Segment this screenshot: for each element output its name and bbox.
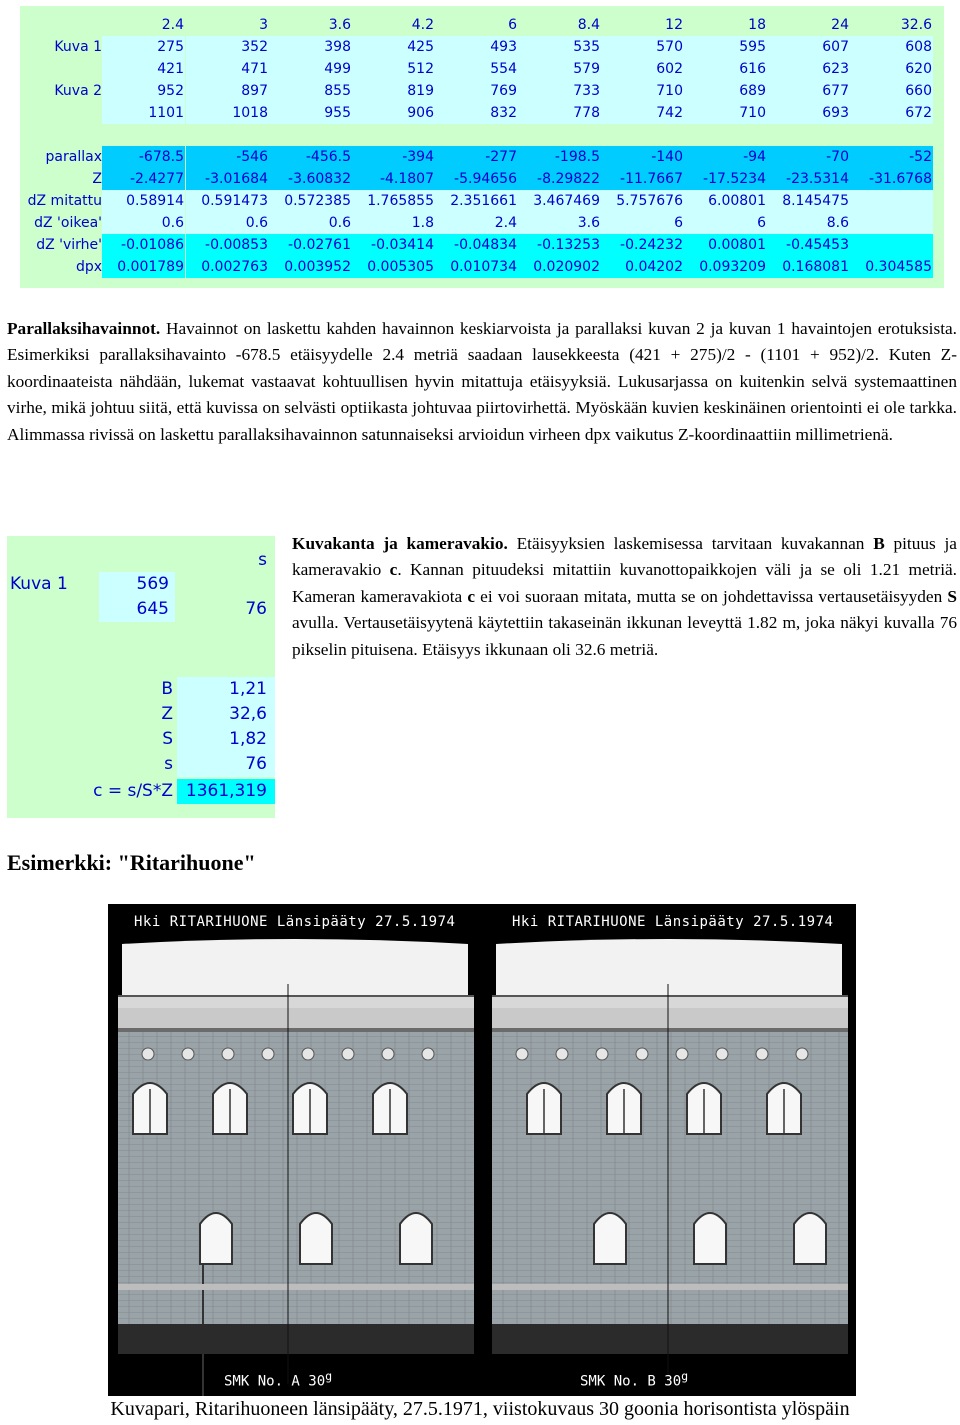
sheet1-cell: 4.2 [352, 14, 435, 36]
sheet1-cell: 616 [684, 58, 767, 80]
sheet1-cell [850, 234, 933, 256]
sheet1-cell: -70 [767, 146, 850, 168]
sheet1-cell: 5.757676 [601, 190, 684, 212]
sheet1-cell: 0.04202 [601, 256, 684, 278]
sheet1-cell: -17.5234 [684, 168, 767, 190]
sheet1-cell: -11.7667 [601, 168, 684, 190]
sheet1-cell: 12 [601, 14, 684, 36]
sheet1-cell: 672 [850, 102, 933, 124]
sheet1-row-label: dZ 'oikea' [34, 215, 102, 231]
sheet2-kuva1-label: Kuva 1 [10, 574, 68, 594]
sheet1-cell: 677 [767, 80, 850, 102]
sheet2-param-label: S [162, 729, 173, 749]
sheet1-cell: -394 [352, 146, 435, 168]
sheet2-param-value: 1361,319 [177, 779, 275, 804]
sheet1-cell: 471 [186, 58, 269, 80]
sheet1-cell: 398 [269, 36, 352, 58]
camera-constant-spreadsheet [7, 536, 275, 818]
building-facade-right-image [482, 904, 856, 1396]
camera-paragraph [292, 531, 957, 663]
sheet1-cell: -277 [435, 146, 518, 168]
sheet1-cell [850, 212, 933, 234]
camera-text-1: Etäisyyksien laskemisessa tarvitaan kuvakannan [507, 534, 874, 553]
sheet1-row-label: dZ 'virhe' [36, 237, 102, 253]
sheet1-cell: 2.351661 [435, 190, 518, 212]
sheet2-param-label: B [161, 679, 173, 699]
sheet2-row2-value1: 645 [99, 597, 175, 622]
sheet1-cell: 607 [767, 36, 850, 58]
parallax-spreadsheet [20, 6, 944, 288]
sheet1-cell: 570 [601, 36, 684, 58]
stereo-photo-pair [108, 904, 856, 1396]
sheet1-cell: -8.29822 [518, 168, 601, 190]
sheet1-cell: 3 [186, 14, 269, 36]
sheet1-row [20, 36, 944, 58]
sheet1-row-label: Kuva 1 [54, 39, 102, 55]
sheet2-param-row [7, 752, 275, 777]
sheet2-param-label: s [164, 754, 173, 774]
sheet1-cell: 778 [518, 102, 601, 124]
sheet1-cell: 554 [435, 58, 518, 80]
sheet2-param-value: 76 [177, 752, 275, 777]
sheet1-cell: -23.5314 [767, 168, 850, 190]
sheet1-row-label: Kuva 2 [54, 83, 102, 99]
sheet1-cell: 623 [767, 58, 850, 80]
sheet2-row2 [7, 597, 275, 622]
sheet1-cell: 6.00801 [684, 190, 767, 212]
sheet1-cell: 689 [684, 80, 767, 102]
photo-left-foot-text: SMK No. A 30 [224, 1374, 326, 1390]
photo-left-foot [224, 1369, 332, 1390]
sheet1-cell: 2.4 [435, 212, 518, 234]
sheet1-cell: 8.145475 [767, 190, 850, 212]
sheet1-cell: 1018 [186, 102, 269, 124]
sheet1-cell: 0.020902 [518, 256, 601, 278]
photo-left-frame [108, 904, 482, 1396]
sheet2-kuva1-row [7, 572, 275, 597]
sheet1-cell: 3.6 [269, 14, 352, 36]
sheet1-cell: 24 [767, 14, 850, 36]
sheet1-cell: 0.002763 [186, 256, 269, 278]
sheet1-cell: 1.8 [352, 212, 435, 234]
sheet1-cell: 425 [352, 36, 435, 58]
sheet1-cell: 595 [684, 36, 767, 58]
sheet1-cell: 608 [850, 36, 933, 58]
sheet1-cell: 0.00801 [684, 234, 767, 256]
sheet1-cell: -0.45453 [767, 234, 850, 256]
sheet1-cell: 897 [186, 80, 269, 102]
camera-text-3: . Kannan pituudeksi mitattiin kuvanottopaikkojen väli ja se oli 1.21 metriä. Kameran kameravakiota [292, 560, 957, 606]
sheet1-row [20, 58, 944, 80]
building-facade-left-image [108, 904, 482, 1396]
photo-caption: Kuvapari, Ritarihuoneen länsipääty, 27.5.1971, viistokuvaus 30 goonia horisontista ylöspäin [110, 1398, 850, 1420]
sheet1-cell: -52 [850, 146, 933, 168]
sheet1-cell: 952 [102, 80, 185, 102]
sheet1-row-label: dpx [75, 259, 102, 275]
sheet2-param-value: 1,21 [177, 677, 275, 702]
sheet1-cell: 0.6 [102, 212, 185, 234]
sheet1-cell: 512 [352, 58, 435, 80]
sheet1-cell: 660 [850, 80, 933, 102]
sheet1-cell: 710 [684, 102, 767, 124]
sheet1-cell: -546 [186, 146, 269, 168]
sheet1-cell: 769 [435, 80, 518, 102]
sheet1-row [20, 234, 944, 256]
photo-right-caption: Hki RITARIHUONE Länsipääty 27.5.1974 [512, 914, 834, 930]
parallax-text: Havainnot on laskettu kahden havainnon keskiarvoista ja parallaksi kuvan 2 ja kuvan 1 havaintojen erotuksista. Esimerkiksi parallaksihavainto -678.5 etäisyydelle 2.4 metriä saadaan lausekkeesta (421 + 275)/2 - (1101 + 952)/2. Kuten Z-koordinaateista nähdään, lukemat vastaavat kohtuullisen hyvin mitattuja etäisyyksiä. Lukusarjassa on kuitenkin selvä systemaattinen virhe, mikä johtuu siitä, että kuvissa on selvästi optiikasta johtuvaa piirtovirhettä. Myöskään kuvien keskinäinen orientointi ei ole tarkka. Alimmassa rivissä on laskettu parallaksihavainnon satunnaiseksi arvioidun virheen dpx vaikutus Z-koordinaattiin millimetrienä. [7, 319, 957, 444]
sheet1-cell: -140 [601, 146, 684, 168]
sheet1-cell: 352 [186, 36, 269, 58]
photo-left-foot-sup: g [325, 1369, 333, 1384]
sheet1-cell: 855 [269, 80, 352, 102]
sheet1-cell: 602 [601, 58, 684, 80]
sheet1-cell: -0.04834 [435, 234, 518, 256]
sheet2-row2-value2: 76 [245, 599, 267, 619]
sheet1-cell: 275 [102, 36, 185, 58]
sheet1-cell: 819 [352, 80, 435, 102]
sheet1-cell: 0.6 [269, 212, 352, 234]
parallax-heading: Parallaksihavainnot. [7, 319, 161, 338]
sheet1-cell: 0.304585 [850, 256, 933, 278]
sheet1-cell: 493 [435, 36, 518, 58]
photo-right-foot-text: SMK No. B 30 [580, 1374, 682, 1390]
sheet1-cell: 1.765855 [352, 190, 435, 212]
sheet1-cell: 3.467469 [518, 190, 601, 212]
sheet1-cell: 499 [269, 58, 352, 80]
sheet1-cell: -0.01086 [102, 234, 185, 256]
sheet1-cell: 955 [269, 102, 352, 124]
sheet1-row [20, 212, 944, 234]
sheet1-cell: 0.001789 [102, 256, 185, 278]
sheet1-cell: -2.4277 [102, 168, 185, 190]
sheet1-cell: -0.00853 [186, 234, 269, 256]
sheet2-header-s: s [258, 550, 267, 570]
sheet1-cell: 32.6 [850, 14, 933, 36]
sheet2-kuva1-value: 569 [99, 572, 175, 597]
sheet1-row-label: Z [92, 171, 102, 187]
sheet2-header-row [7, 548, 275, 573]
sheet1-row [20, 168, 944, 190]
sheet1-cell: -31.6768 [850, 168, 933, 190]
camera-bold-c: c [389, 560, 398, 580]
sheet1-cell: -456.5 [269, 146, 352, 168]
sheet1-cell: 0.58914 [102, 190, 185, 212]
sheet1-cell: 0.168081 [767, 256, 850, 278]
sheet1-cell: -198.5 [518, 146, 601, 168]
sheet1-cell: 0.6 [186, 212, 269, 234]
sheet1-row-label: dZ mitattu [27, 193, 102, 209]
sheet1-cell: 6 [601, 212, 684, 234]
camera-bold-c2: c [467, 586, 476, 606]
sheet2-param-row [7, 702, 275, 727]
sheet1-row [20, 102, 944, 124]
sheet1-cell: -3.01684 [186, 168, 269, 190]
sheet2-param-label: Z [161, 704, 173, 724]
sheet1-row [20, 124, 944, 146]
sheet1-row [20, 14, 944, 36]
sheet1-cell: 906 [352, 102, 435, 124]
sheet1-cell: 2.4 [102, 14, 185, 36]
camera-text-2: pituus ja kameravakio [292, 534, 957, 580]
photo-right-foot [580, 1369, 688, 1390]
photo-right-foot-sup: g [681, 1369, 689, 1384]
sheet1-cell: -0.03414 [352, 234, 435, 256]
sheet1-cell: 18 [684, 14, 767, 36]
sheet1-cell: 8.6 [767, 212, 850, 234]
sheet1-cell: 0.591473 [186, 190, 269, 212]
sheet1-cell: 0.005305 [352, 256, 435, 278]
sheet2-param-row [7, 727, 275, 752]
sheet1-cell: 0.003952 [269, 256, 352, 278]
sheet1-row [20, 80, 944, 102]
camera-text-5: avulla. Vertausetäisyytenä käytettiin takaseinän ikkunan leveyttä 1.82 m, joka näkyi kuvalla 76 pikselin pituisena. Etäisyys ikkunaan oli 32.6 metriä. [292, 613, 957, 659]
sheet1-cell: 421 [102, 58, 185, 80]
sheet1-cell: 710 [601, 80, 684, 102]
sheet2-param-label: c = s/S*Z [93, 781, 173, 801]
parallax-paragraph [7, 316, 957, 448]
sheet1-cell: 693 [767, 102, 850, 124]
sheet1-cell: 1101 [102, 102, 185, 124]
sheet2-param-value: 32,6 [177, 702, 275, 727]
photo-right-frame [482, 904, 856, 1396]
camera-bold-B: B [873, 534, 885, 553]
sheet1-cell: 6 [435, 14, 518, 36]
sheet1-cell: -4.1807 [352, 168, 435, 190]
sheet1-cell: -678.5 [102, 146, 185, 168]
sheet1-cell: -0.24232 [601, 234, 684, 256]
photo-left-caption: Hki RITARIHUONE Länsipääty 27.5.1974 [134, 914, 456, 930]
sheet1-cell [850, 190, 933, 212]
sheet1-cell: 733 [518, 80, 601, 102]
sheet1-cell: 0.010734 [435, 256, 518, 278]
sheet1-cell: 0.093209 [684, 256, 767, 278]
sheet1-cell: -3.60832 [269, 168, 352, 190]
sheet1-cell: -0.13253 [518, 234, 601, 256]
sheet1-cell: 579 [518, 58, 601, 80]
sheet1-cell: 3.6 [518, 212, 601, 234]
sheet1-row [20, 256, 944, 278]
sheet1-cell: 620 [850, 58, 933, 80]
camera-bold-S: S [947, 586, 957, 606]
sheet1-row [20, 146, 944, 168]
camera-heading: Kuvakanta ja kameravakio. [292, 534, 508, 553]
sheet1-row-label: parallax [45, 149, 102, 165]
example-heading: Esimerkki: "Ritarihuone" [7, 850, 256, 875]
sheet1-cell: 535 [518, 36, 601, 58]
sheet1-cell: 8.4 [518, 14, 601, 36]
sheet1-row [20, 190, 944, 212]
sheet1-cell: 832 [435, 102, 518, 124]
sheet1-cell: 0.572385 [269, 190, 352, 212]
sheet1-cell: 742 [601, 102, 684, 124]
sheet1-cell: -5.94656 [435, 168, 518, 190]
sheet2-param-row [7, 779, 275, 804]
sheet1-cell: 6 [684, 212, 767, 234]
sheet2-param-value: 1,82 [177, 727, 275, 752]
sheet2-param-row [7, 677, 275, 702]
sheet1-cell: -0.02761 [269, 234, 352, 256]
sheet1-cell: -94 [684, 146, 767, 168]
camera-text-4: ei voi suoraan mitata, mutta se on johdettavissa vertausetäisyyden [475, 586, 948, 606]
